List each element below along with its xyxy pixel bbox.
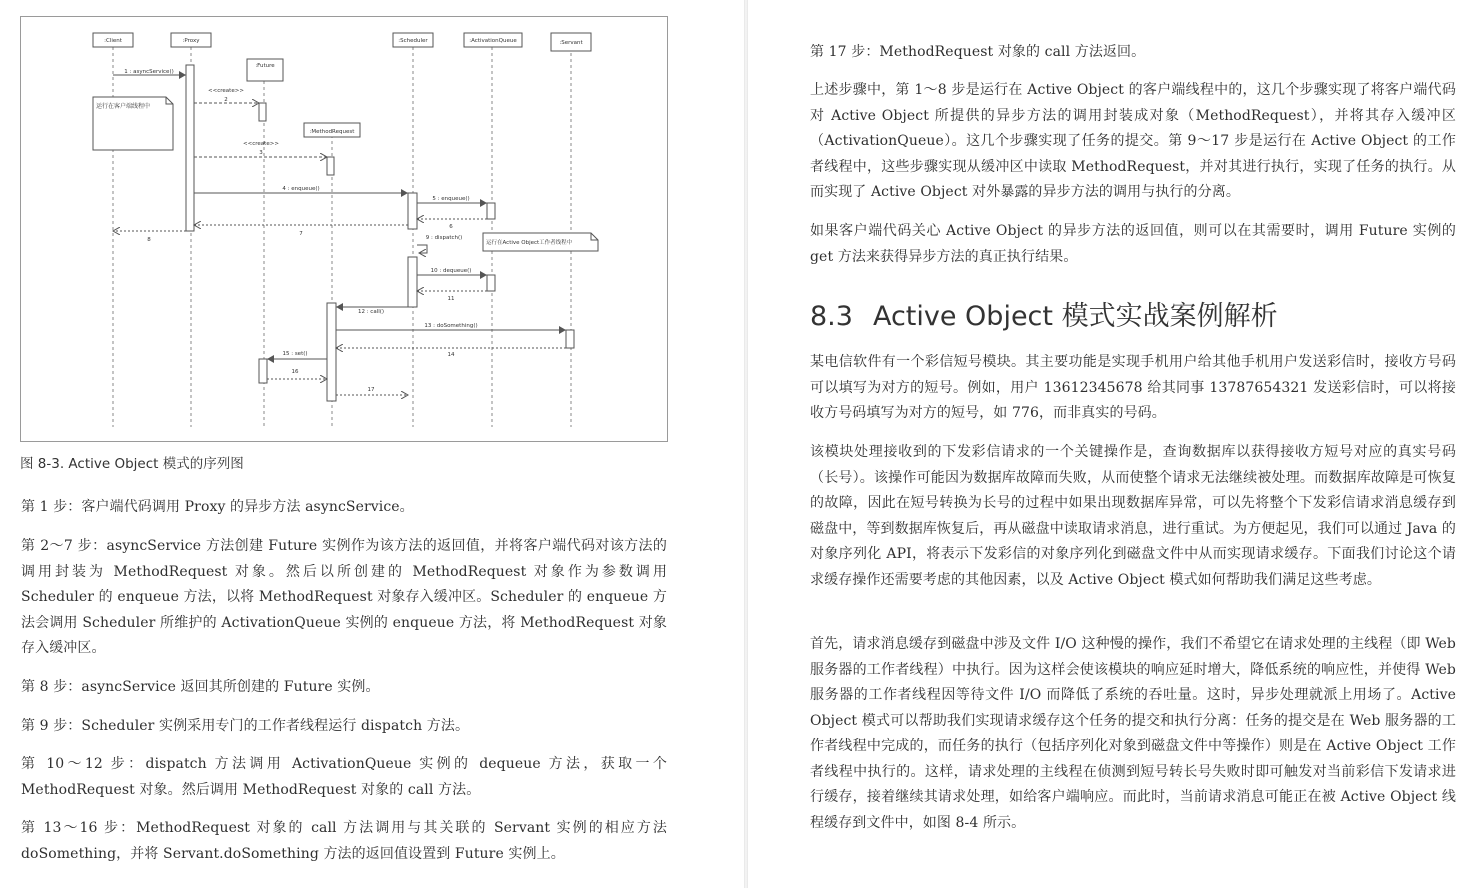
methodrequest-activation-1 xyxy=(327,157,334,175)
worker-thread-note-text: 运行在Active Object工作者线程中 xyxy=(486,240,573,246)
methodrequest-label: :MethodRequest xyxy=(309,129,355,135)
proxy-activation xyxy=(186,65,194,231)
figure-caption: 图 8-3. Active Object 模式的序列图 xyxy=(20,456,244,472)
msg-15: 15 : set() xyxy=(282,351,308,357)
activationqueue-label: :ActivationQueue xyxy=(469,38,517,44)
sequence-diagram xyxy=(21,17,667,441)
scheduler-activation-1 xyxy=(408,193,417,229)
case-async-paragraph: 首先，请求消息缓存到磁盘中涉及文件 I/O 这种慢的操作，我们不希望它在请求处理的主线程（即 Web 服务器的工作者线程）中执行。因为这样会使该模块的响应延时增大，降低系统的响应性，并使得 Web 服务器的工作者线程因等待文件 I/O 而降低了系统的吞吐量。这时，异步处理就派上用场了。Active Object 模式可以帮助我们实现请求缓存这个任务的提交和执行分离：任务的提交是在 Web 服务器的工作者线程中完成的，而任务的执行（包括序列化对象到磁盘文件中等操作）则是在 Active Object 工作者线程中执行的。这样，请求处理的主线程在侦测到短号转长号失败时即可触发对当前彩信下发请求进行缓存，接着继续其请求处理，如给客户端响应。而此时，当前请求消息可能正在被 Active Object 线程缓存到文件中，如图 8-4 所示。 xyxy=(810,636,1456,831)
msg-4: 4 : enqueue() xyxy=(282,186,320,192)
section-number: 8.3 xyxy=(810,301,853,332)
methodrequest-activation-2 xyxy=(327,303,336,401)
msg-17: 17 xyxy=(367,387,375,393)
section-heading xyxy=(810,294,1278,333)
right-page xyxy=(748,0,1463,888)
servant-label: :Servant xyxy=(559,40,583,46)
msg-11: 11 xyxy=(447,296,455,302)
client-label: :Client xyxy=(104,38,122,44)
msg-3: 3 xyxy=(259,150,263,156)
future-activation-1 xyxy=(259,103,266,121)
section-title: Active Object 模式实战案例解析 xyxy=(872,301,1278,332)
msg-16: 16 xyxy=(291,369,299,375)
msg-14: 14 xyxy=(447,352,455,358)
msg-9: 9 : dispatch() xyxy=(425,235,463,241)
msg-2-stereotype: <<create>> xyxy=(208,88,244,94)
msg-1: 1 : asyncService() xyxy=(124,69,174,75)
step-9-paragraph: 第 9 步：Scheduler 实例采用专门的工作者线程运行 dispatch 方法。 xyxy=(21,718,470,734)
scheduler-activation-2 xyxy=(408,257,417,307)
future-activation-2 xyxy=(259,359,267,383)
step-8-paragraph: 第 8 步：asyncService 返回其所创建的 Future 实例。 xyxy=(21,679,380,695)
msg-3-stereotype: <<create>> xyxy=(243,141,279,147)
msg-7: 7 xyxy=(299,231,303,237)
step-10-12-paragraph: 第 10～12 步：dispatch 方法调用 ActivationQueue 实例的 dequeue 方法，获取一个 MethodRequest 对象。然后调用 MethodRequest 对象的 call 方法。 xyxy=(21,756,667,798)
msg-5: 5 : enqueue() xyxy=(432,196,470,202)
msg-12: 12 : call() xyxy=(357,309,385,315)
queue-activation-2 xyxy=(487,275,495,291)
msg-2: 2 xyxy=(224,97,228,103)
summary-paragraph: 上述步骤中，第 1～8 步是运行在 Active Object 的客户端线程中的，这几个步骤实现了将客户端代码对 Active Object 所提供的异步方法的调用封装成对象（MethodRequest），并将其存入缓冲区（ActivationQueue）。这几个步骤实现了任务的提交。第 9～17 步是运行在 Active Object 的工作者线程中，这些步骤实现从缓冲区中读取 MethodRequest，并对其进行执行，实现了任务的执行。从而实现了 Active Object 对外暴露的异步方法的调用与执行的分离。 xyxy=(810,82,1456,200)
msg-13: 13 : doSomething() xyxy=(424,323,478,329)
msg-6: 6 xyxy=(449,224,453,230)
servant-activation xyxy=(566,330,574,348)
step-17-paragraph: 第 17 步：MethodRequest 对象的 call 方法返回。 xyxy=(810,44,1146,60)
worker-thread-note xyxy=(483,233,598,251)
future-label: :Future xyxy=(255,63,275,69)
case-detail-paragraph: 该模块处理接收到的下发彩信请求的一个关键操作是，查询数据库以获得接收方短号对应的真实号码（长号）。该操作可能因为数据库故障而失败，从而使整个请求无法继续被处理。而数据库故障是可恢复的故障，因此在短号转换为长号的过程中如果出现数据库异常，可以先将整个下发彩信请求消息缓存到磁盘中，等到数据库恢复后，再从磁盘中读取请求消息，进行重试。为方便起见，我们可以通过 Java 的对象序列化 API，将表示下发彩信的对象序列化到磁盘文件中从而实现请求缓存。下面我们讨论这个请求缓存操作还需要考虑的其他因素，以及 Active Object 模式如何帮助我们满足这些考虑。 xyxy=(810,444,1457,588)
case-intro-paragraph: 某电信软件有一个彩信短号模块。其主要功能是实现手机用户给其他手机用户发送彩信时，接收方号码可以填写为对方的短号。例如，用户 13612345678 给其同事 13787654321 发送彩信时，可以将接收方号码填写为对方的短号，如 776，而非真实的号码。 xyxy=(810,354,1456,421)
msg-10: 10 : dequeue() xyxy=(430,268,472,274)
client-thread-note xyxy=(93,97,173,150)
scheduler-label: :Scheduler xyxy=(398,38,428,44)
queue-activation-1 xyxy=(487,203,495,219)
proxy-label: :Proxy xyxy=(182,38,200,44)
msg-8: 8 xyxy=(147,237,151,243)
future-paragraph: 如果客户端代码关心 Active Object 的异步方法的返回值，则可以在其需要时，调用 Future 实例的 get 方法来获得异步方法的真正执行结果。 xyxy=(810,223,1456,265)
client-thread-note-text: 运行在客户端线程中 xyxy=(96,103,151,110)
sequence-diagram-figure xyxy=(20,16,668,442)
step-2-7-paragraph: 第 2～7 步：asyncService 方法创建 Future 实例作为该方法的返回值，并将客户端代码对该方法的调用封装为 MethodRequest 对象。然后以所创建的 MethodRequest 对象作为参数调用 Scheduler 的 enqueue 方法，以将 MethodRequest 对象存入缓冲区。Scheduler 的 enqueue 方法会调用 Scheduler 所维护的 ActivationQueue 实例的 enqueue 方法，将 MethodRequest 对象存入缓冲区。 xyxy=(21,538,667,656)
step-13-16-paragraph: 第 13～16 步：MethodRequest 对象的 call 方法调用与其关联的 Servant 实例的相应方法 doSomething，并将 Servant.doSomething 方法的返回值设置到 Future 实例上。 xyxy=(21,820,667,862)
step-1-paragraph: 第 1 步：客户端代码调用 Proxy 的异步方法 asyncService。 xyxy=(21,499,414,515)
